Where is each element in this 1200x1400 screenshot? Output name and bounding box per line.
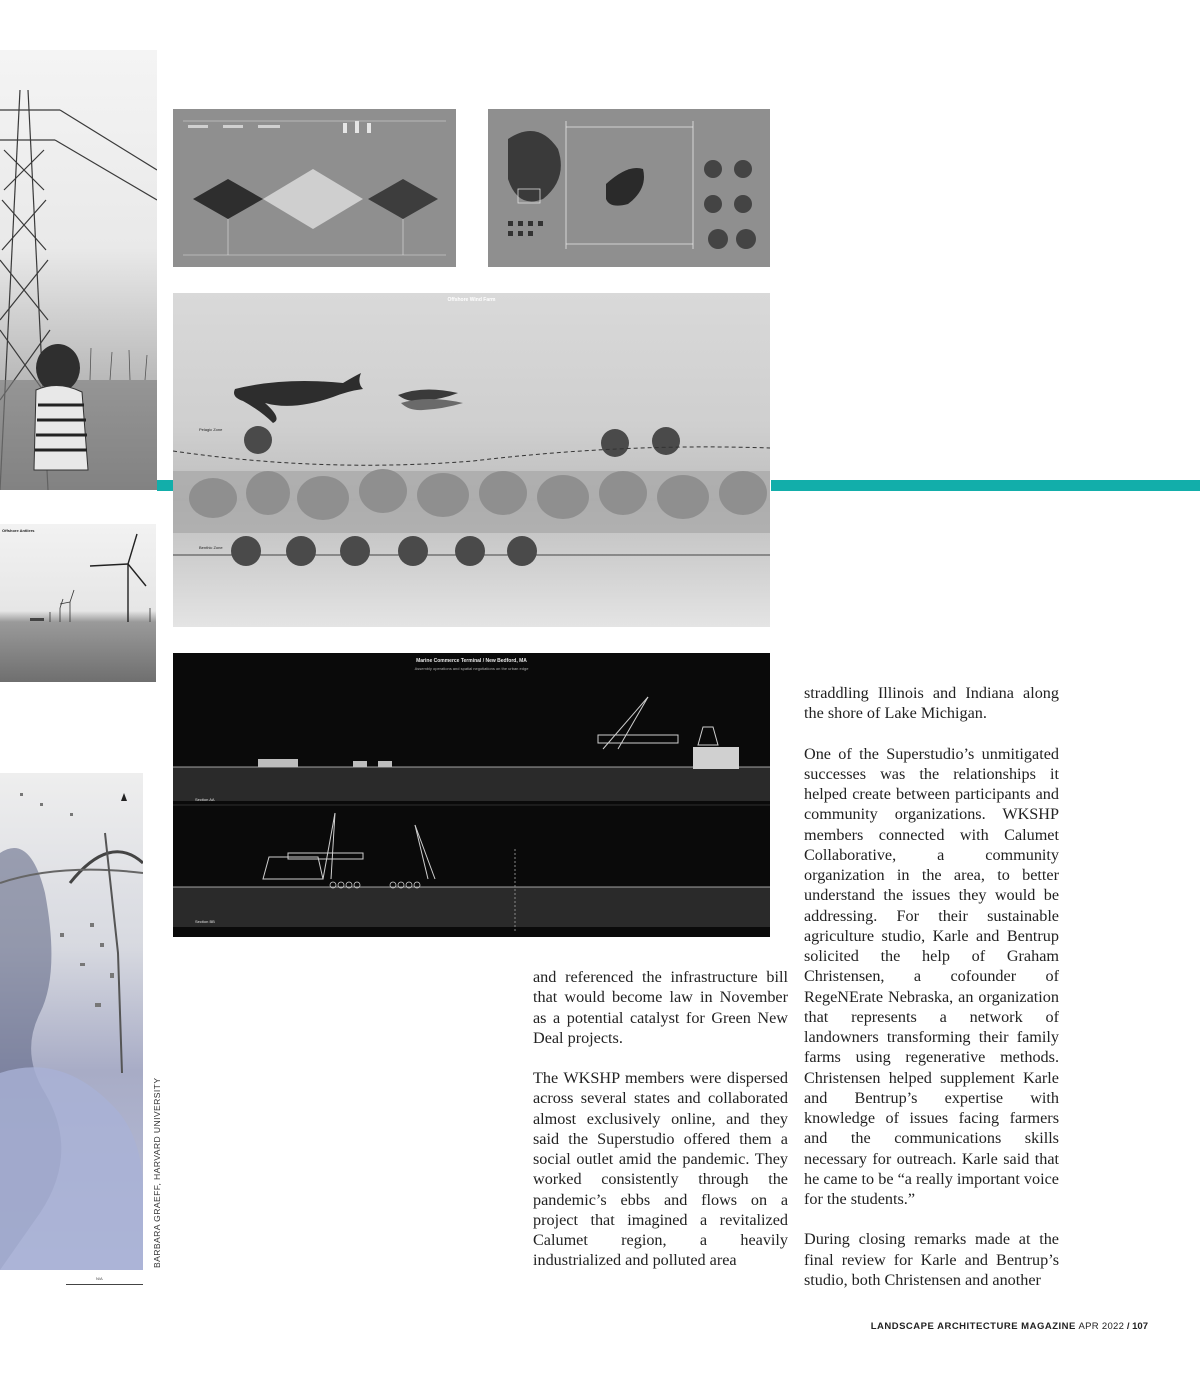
benthic-zone-label: Benthic Zone xyxy=(199,545,223,550)
photo-credit: BARBARA GRAEFF, HARVARD UNIVERSITY xyxy=(152,1077,162,1268)
teal-rule-left xyxy=(157,480,173,491)
teal-rule-right xyxy=(771,480,1200,491)
terminal-subtitle: Assembly operations and spatial negotiations on the urban edge xyxy=(414,666,529,671)
map-scale-bar xyxy=(66,1278,143,1286)
article-paragraph: and referenced the infrastructure bill that would become law in November as a potential catalyst for Green New Deal projects. xyxy=(533,968,788,1047)
figure-offshore-wind-farm xyxy=(173,293,770,627)
page-footer xyxy=(871,1321,1148,1332)
map-scale-label: N/A xyxy=(96,1276,103,1281)
article-paragraph: One of the Superstudio’s unmitigated successes was the relationships it helped create between participants and community organizations. WKSHP members connected with Calumet Collaborative, a community organization in the area, to better understand the issues they would be addressing. For their sustainable agriculture studio, Karle and Bentrup solicited the help of Graham Christensen, a cofounder of RegeNErate Nebraska, an organization that represents a network of landowners transforming their family farms using regenerative methods. Christensen helped supplement Karle and Bentrup’s expertise with knowledge of issues facing farmers and the communications skills necessary for outreach. Karle said that he came to be “a really important voice for the students.” xyxy=(804,744,1059,1208)
section-b-label: Section BB xyxy=(195,919,215,924)
diagram-site-analysis xyxy=(488,109,770,267)
footer-magazine-name: LANDSCAPE ARCHITECTURE MAGAZINE xyxy=(870,1321,1076,1332)
article-column-right xyxy=(804,683,1059,1290)
photo-offshore-turbines xyxy=(0,524,156,682)
footer-separator: / xyxy=(1126,1321,1130,1332)
wind-farm-title: Offshore Wind Farm xyxy=(447,297,496,303)
footer-page-number: 107 xyxy=(1132,1321,1148,1332)
photo-transmission-tower-child xyxy=(0,50,157,490)
aerial-map xyxy=(0,773,143,1270)
turbine-photo-title: Offshore Antliers xyxy=(2,528,35,533)
article-column-left xyxy=(533,967,788,1271)
section-a-label: Section AA xyxy=(195,797,215,802)
pelagic-zone-label: Pelagic Zone xyxy=(199,427,223,432)
terminal-title: Marine Commerce Terminal / New Bedford, MA xyxy=(416,658,527,664)
footer-issue: APR 2022 xyxy=(1078,1321,1125,1332)
figure-marine-commerce-terminal xyxy=(173,653,770,937)
article-paragraph: The WKSHP members were dispersed across several states and collaborated almost exclusively online, and they said the Superstudio offered them a social outlet amid the pandemic. They worked consistently through the pandemic’s ebbs and flows on a project that imagined a revitalized Calumet region, a heavily industrialized and polluted area xyxy=(533,1069,788,1270)
article-paragraph: During closing remarks made at the final review for Karle and Bentrup’s studio, both Christensen and another xyxy=(804,1230,1059,1289)
diagram-siting-process xyxy=(173,109,456,267)
article-paragraph: straddling Illinois and Indiana along the shore of Lake Michigan. xyxy=(804,684,1059,723)
